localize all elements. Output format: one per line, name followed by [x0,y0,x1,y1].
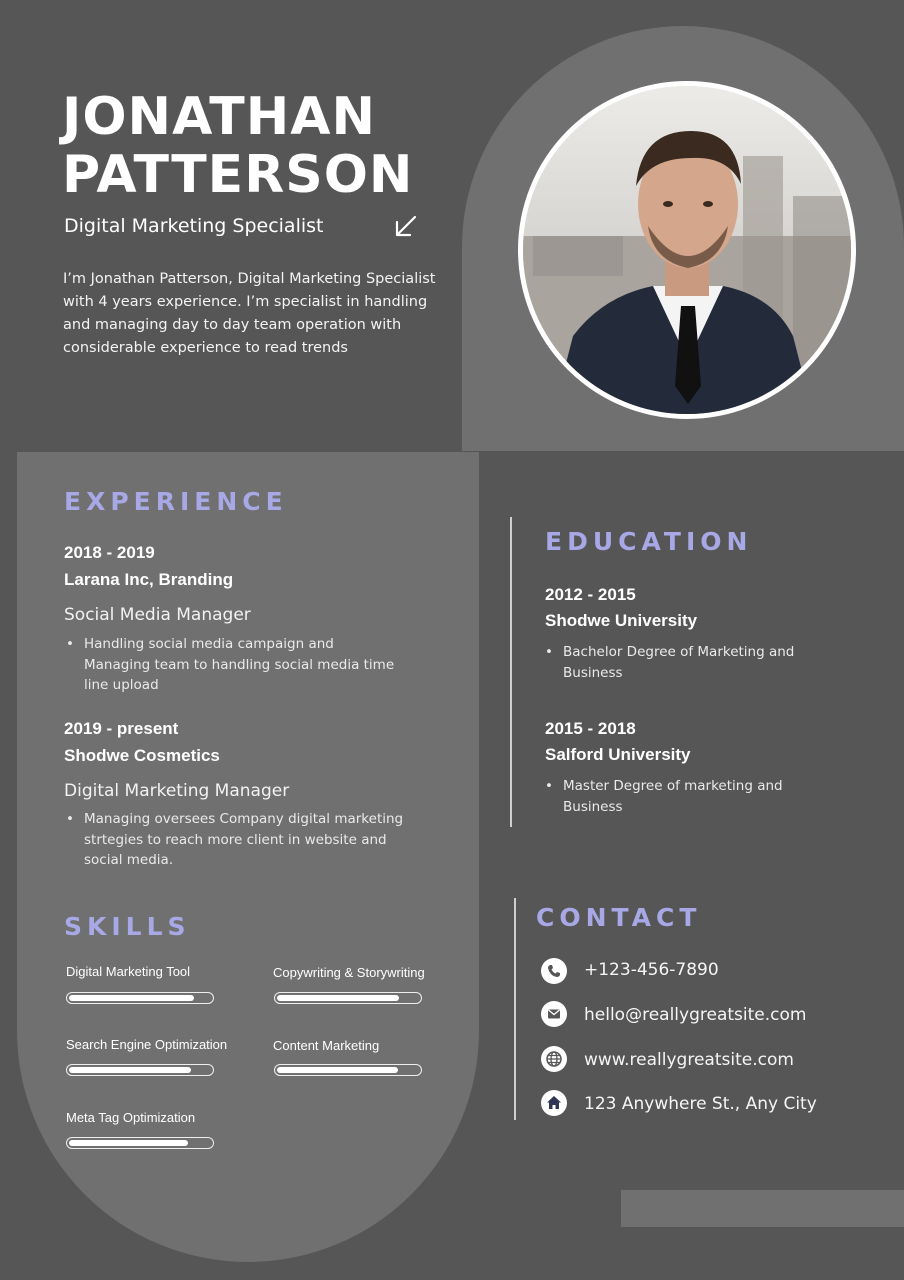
portrait-illustration [523,86,851,414]
education-bullet: • Master Degree of marketing and Business [563,776,813,817]
experience-company: Shodwe Cosmetics [64,746,220,765]
globe-icon [541,1046,567,1072]
skill-bar-fill [277,1067,398,1073]
education-divider [510,517,512,827]
skill-bar [66,992,214,1004]
experience-bullet: • Managing oversees Company digital marketing strtegies to reach more client in website and social media. [84,809,404,871]
skill-bar [66,1064,214,1076]
skill-bar [274,1064,422,1076]
email-icon [541,1001,567,1027]
skill-label: Meta Tag Optimization [66,1110,196,1125]
skill-bar-fill [69,995,194,1001]
profile-photo [518,81,856,419]
education-school: Shodwe University [545,611,698,630]
contact-phone: +123-456-7890 [584,960,719,980]
candidate-name [62,88,413,204]
contact-address: 123 Anywhere St., Any City [584,1094,817,1114]
skill-label: Search Engine Optimization [66,1037,228,1052]
experience-title: Digital Marketing Manager [64,781,290,801]
contact-website: www.reallygreatsite.com [584,1050,794,1070]
contact-email: hello@reallygreatsite.com [584,1005,807,1025]
experience-years: 2019 - present [64,719,179,738]
skill-bar-fill [277,995,399,1001]
education-years: 2012 - 2015 [545,585,636,604]
experience-company: Larana Inc, Branding [64,570,234,589]
skills-heading: SKILLS [64,912,191,941]
home-icon [541,1090,567,1116]
phone-icon [541,958,567,984]
experience-bullet: • Handling social media campaign and Managing team to handling social media time line upload [84,634,404,696]
contact-divider [514,898,516,1120]
skill-label: Copywriting & Storywriting [273,965,425,980]
experience-years: 2018 - 2019 [64,543,155,562]
skill-label: Digital Marketing Tool [66,964,191,979]
skill-bar [66,1137,214,1149]
education-heading: EDUCATION [545,527,753,556]
skill-bar-fill [69,1140,188,1146]
education-school: Salford University [545,745,691,764]
first-name: JONATHAN [62,87,377,147]
arrow-down-left-icon [394,214,418,238]
education-years: 2015 - 2018 [545,719,636,738]
about-text: I’m Jonathan Patterson, Digital Marketing Specialist with 4 years experience. I’m specialist in handling and managing day to day team operation with considerable experience to read trends [63,271,436,356]
job-role: Digital Marketing Specialist [64,215,324,237]
contact-heading: CONTACT [536,903,702,932]
experience-heading: EXPERIENCE [64,487,288,516]
skill-bar-fill [69,1067,191,1073]
last-name: PATTERSON [62,145,414,205]
decorative-bar [621,1190,904,1227]
skill-bar [274,992,422,1004]
skill-label: Content Marketing [273,1038,380,1053]
experience-title: Social Media Manager [64,605,251,625]
education-bullet: • Bachelor Degree of Marketing and Business [563,642,813,683]
